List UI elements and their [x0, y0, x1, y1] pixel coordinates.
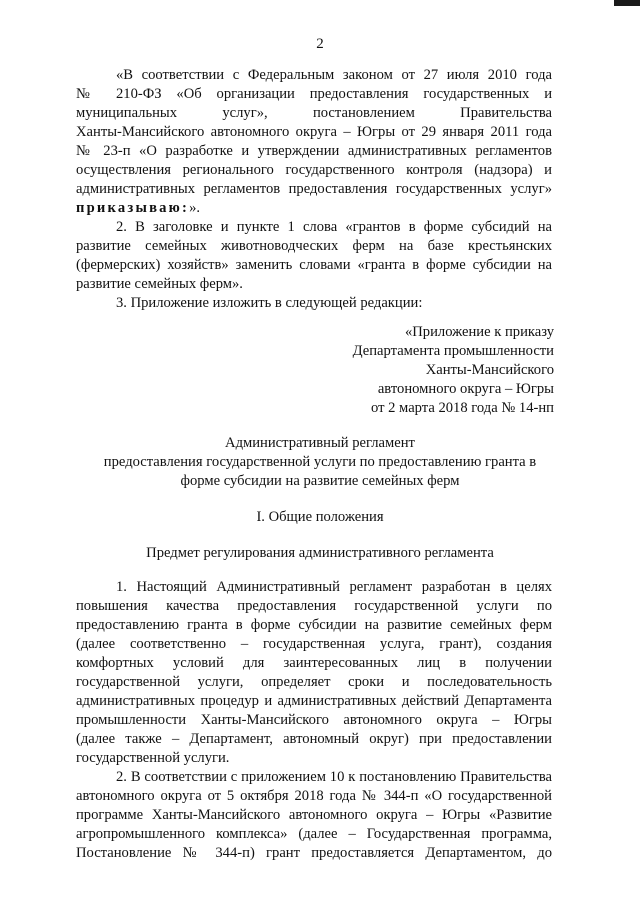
text-line: развитие семейных животноводческих ферм на базе крестьянских	[76, 238, 552, 254]
text-line: 3. Приложение изложить в следующей редакции:	[116, 295, 423, 311]
appendix-line: Ханты-Мансийского	[425, 362, 554, 378]
text-line: государственной услуги, определяет сроки и последовательность	[76, 674, 552, 690]
text-line: муниципальных услуг», постановлением Правительства	[76, 105, 552, 121]
title-line: форме субсидии на развитие семейных ферм	[180, 473, 460, 489]
text-line: № 210-ФЗ «Об организации предоставления государственных и	[76, 86, 552, 102]
text-line: государственной услуги.	[76, 750, 230, 766]
title-line: предоставления государственной услуги по предоставлению гранта в	[103, 454, 537, 470]
text-line: предоставлению гранта в форме субсидии на развитие семейных ферм	[76, 617, 552, 633]
text-line: (фермерских) хозяйств» заменить словами «гранта в форме субсидии на	[76, 257, 552, 273]
text-line: агропромышленного комплекса» (далее – Государственная программа,	[76, 826, 552, 842]
text-line: «В соответствии с Федеральным законом от 27 июля 2010 года	[116, 67, 552, 83]
text-line: программе Ханты-Мансийского автономного округа – Югры «Развитие	[76, 807, 552, 823]
order-keyword-tail: ».	[189, 200, 201, 216]
text-line: № 23-п «О разработке и утверждении административных регламентов	[76, 143, 552, 159]
subsection-heading: Предмет регулирования административного регламента	[146, 545, 494, 561]
text-line: повышения качества предоставления государственной услуги по	[76, 598, 552, 614]
appendix-line: автономного округа – Югры	[377, 381, 554, 397]
text-line: административных регламентов предоставления государственных услуг»	[76, 181, 552, 197]
text-line: автономного округа от 5 октября 2018 года № 344-п «О государственной	[76, 788, 552, 804]
order-keyword: приказываю:	[76, 200, 190, 216]
text-line: осуществления регионального государственного контроля (надзора) и	[76, 162, 552, 178]
appendix-line: Департамента промышленности	[352, 343, 554, 359]
text-line: 1. Настоящий Административный регламент разработан в целях	[116, 579, 552, 595]
text-line: 2. В заголовке и пункте 1 слова «грантов в форме субсидий на	[116, 219, 552, 235]
appendix-line: «Приложение к приказу	[404, 324, 554, 340]
text-line: (далее также – Департамент, автономный округ) при предоставлении	[76, 731, 552, 747]
scan-corner-mark	[614, 0, 640, 6]
title-line: Административный регламент	[225, 435, 415, 451]
text-line: Ханты-Мансийского автономного округа – Югры от 29 января 2011 года	[76, 124, 552, 140]
text-line	[76, 199, 552, 217]
appendix-line: от 2 марта 2018 года № 14-нп	[370, 400, 554, 416]
text-line: 2. В соответствии с приложением 10 к постановлению Правительства	[116, 769, 552, 785]
text-line: административных процедур и административных действий Департамента	[76, 693, 552, 709]
section-heading: I. Общие положения	[256, 509, 384, 525]
page-number: 2	[316, 36, 324, 52]
text-line: (далее соответственно – государственная услуга, грант), создания	[76, 636, 552, 652]
text-line: развитие семейных ферм».	[76, 276, 243, 292]
text-line: Постановление № 344-п) грант предоставляется Департаментом, до	[76, 845, 552, 861]
text-line: комфортных условий для заинтересованных лиц в получении	[76, 655, 552, 671]
text-line: промышленности Ханты-Мансийского автономного округа – Югры	[76, 712, 552, 728]
